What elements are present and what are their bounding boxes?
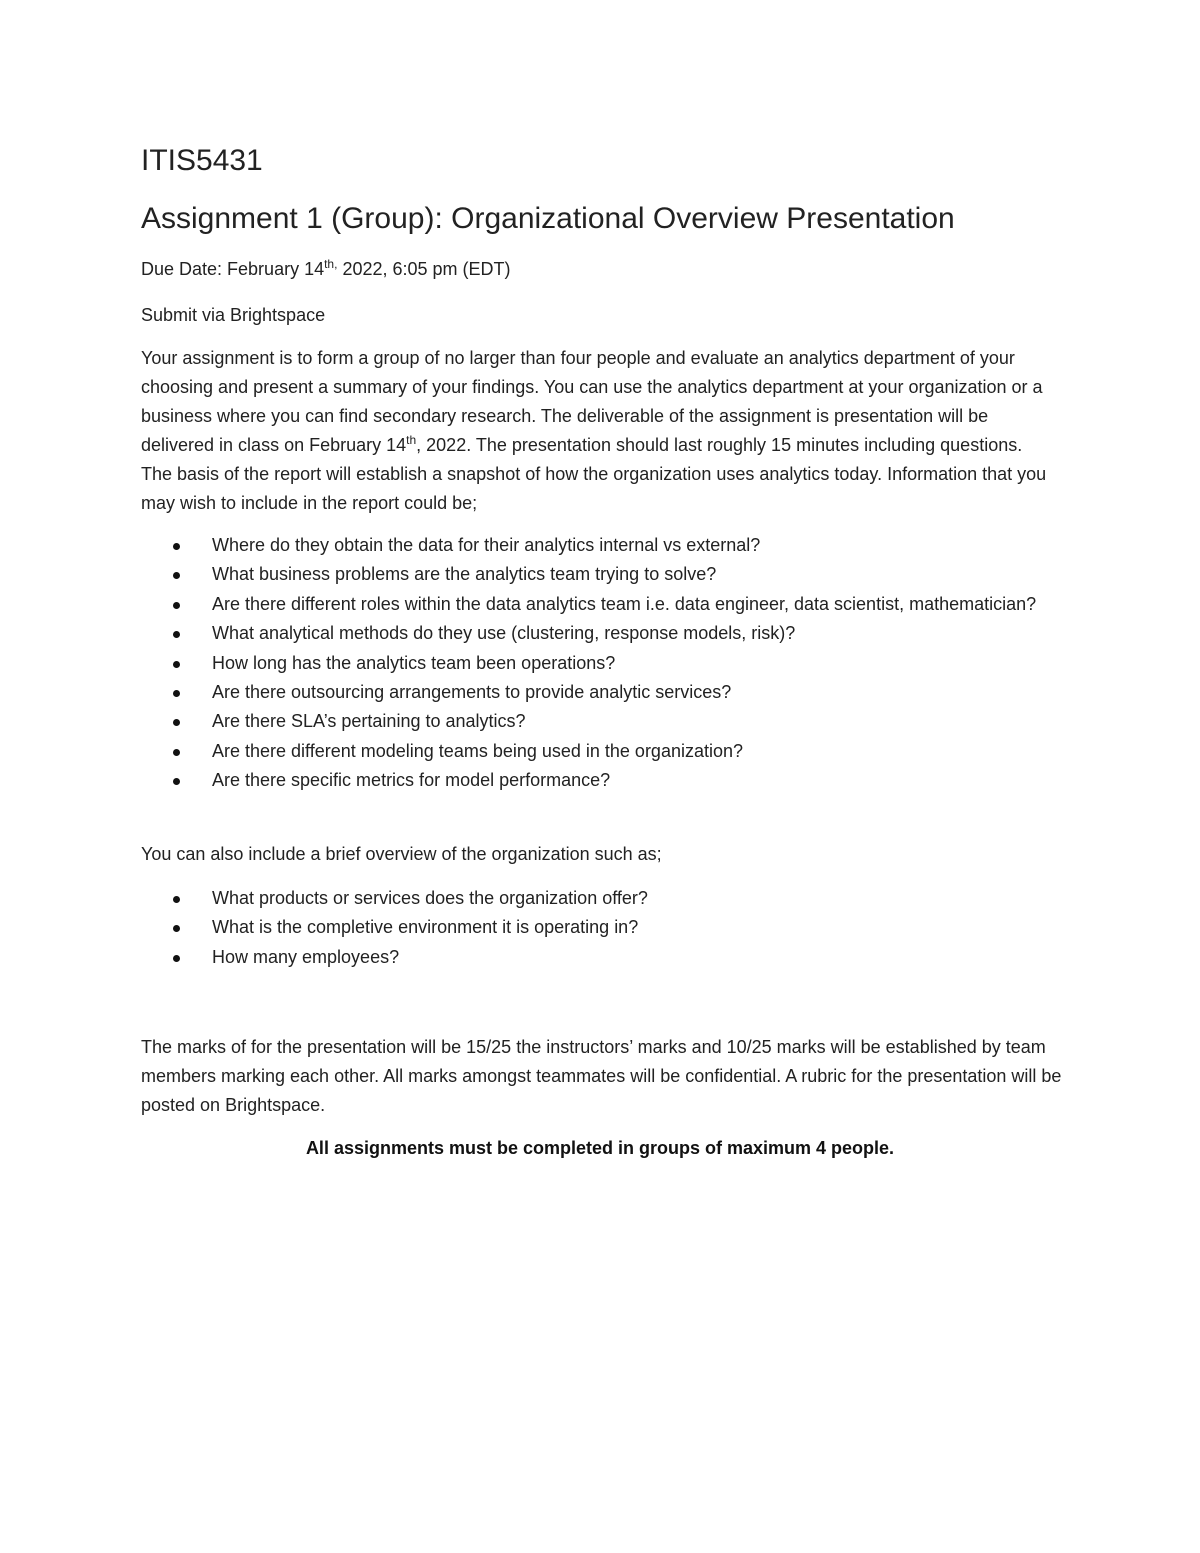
list-item-text: Are there outsourcing arrangements to provide analytic services? [212,682,732,703]
bullet-icon [173,690,180,697]
list-item [141,766,1041,795]
list-item [141,619,1041,648]
bullet-icon [173,749,180,756]
bullet-icon [173,778,180,785]
list-item-text: Are there SLA’s pertaining to analytics? [212,711,526,732]
list-item-text: Where do they obtain the data for their analytics internal vs external? [212,535,761,555]
closing-statement: All assignments must be completed in groups of maximum 4 people. [305,1138,895,1158]
list-item-text: What business problems are the analytics team trying to solve? [212,564,717,585]
bullet-icon [173,572,180,579]
list-item [141,590,1041,619]
due-date-suffix: 2022, 6:05 pm (EDT) [337,259,511,279]
due-date-prefix: Due Date: February 14 [141,259,325,279]
intro-sup: th [406,433,417,447]
overview-questions-list [141,884,1041,972]
list-item-text: What is the completive environment it is operating in? [212,917,639,938]
assignment-title: Assignment 1 (Group): Organizational Overview Presentation [141,202,955,235]
intro-part2: , 2022. The presentation should last roughly 15 minutes including questions. The basis of the report will establish a snapshot of how the organization uses analytics today. Information that you may wish to include in the report could be; [141,435,1047,513]
bullet-icon [173,631,180,638]
course-code: ITIS5431 [141,144,263,177]
marks-paragraph: The marks of for the presentation will be 15/25 the instructors’ marks and 10/25 marks will be established by team members marking each other. All marks amongst teammates will be confidential. A rubric for the presentation will be posted on Brightspace. [141,1037,1062,1115]
list-item [141,707,1041,736]
list-item [141,678,1041,707]
bullet-icon [173,719,180,726]
bullet-icon [173,955,180,962]
list-item-text: How long has the analytics team been operations? [212,652,616,673]
bullet-icon [173,543,180,550]
list-item-text: Are there different modeling teams being used in the organization? [212,740,744,761]
intro-paragraph [141,344,1056,518]
list-item [141,531,1041,560]
list-item [141,884,1041,913]
list-item [141,943,1041,972]
bullet-icon [173,602,180,609]
list-item-text: What products or services does the organization offer? [212,888,648,908]
submit-instruction: Submit via Brightspace [141,305,326,325]
due-date-sup: th, [324,257,338,271]
bullet-icon [173,925,180,932]
list-item [141,737,1041,766]
list-item-text: Are there different roles within the data analytics team i.e. data engineer, data scientist, mathematician? [212,593,1037,614]
bullet-icon [173,661,180,668]
list-item [141,649,1041,678]
list-item [141,560,1041,589]
intro-part1: Your assignment is to form a group of no larger than four people and evaluate an analytics department of your choosing and present a summary of your findings. You can use the analytics department at your organization or a business where you can find secondary research. The deliverable of the assignment is presentation will be delivered in class on February 14 [141,348,1043,455]
bullet-icon [173,896,180,903]
analytics-questions-list [141,531,1041,796]
list-item-text: What analytical methods do they use (clustering, response models, risk)? [212,623,796,644]
due-date [141,255,511,284]
list-item-text: How many employees? [212,946,400,967]
list-item [141,913,1041,942]
list-item-text: Are there specific metrics for model performance? [212,770,611,791]
overview-intro: You can also include a brief overview of the organization such as; [141,844,662,864]
